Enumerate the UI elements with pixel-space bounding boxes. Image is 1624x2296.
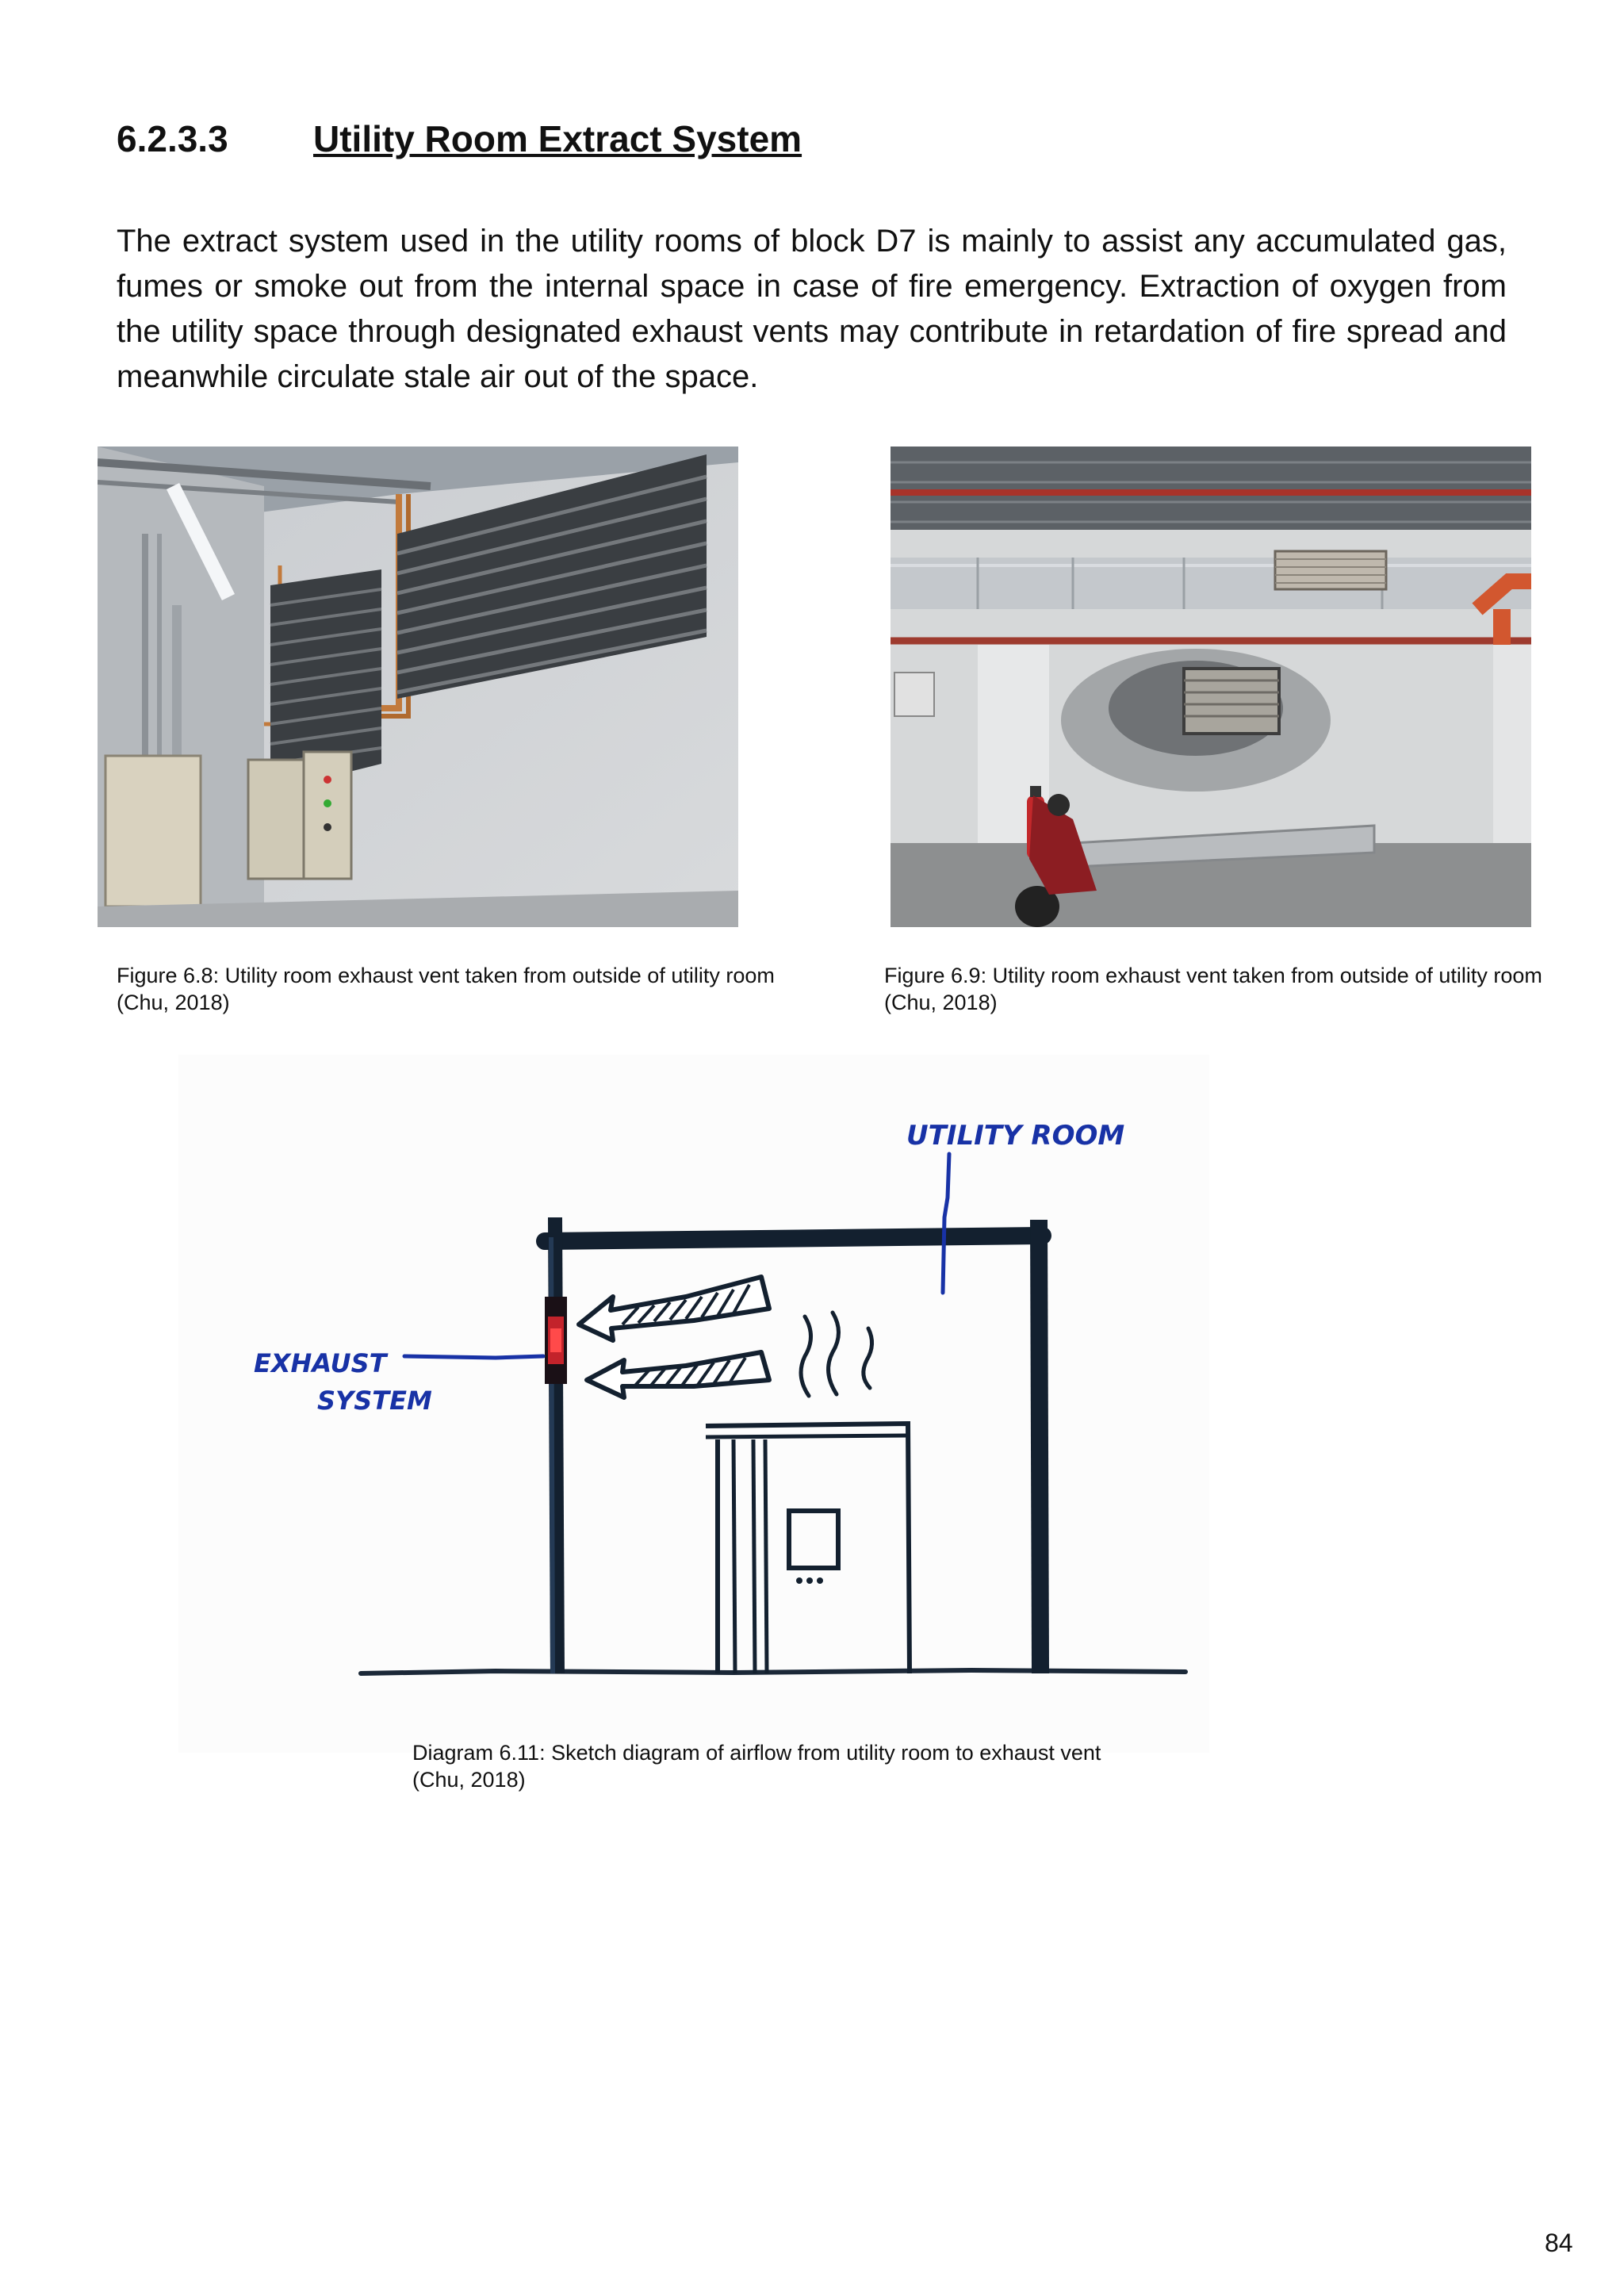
figure-6-9-photo [891,447,1531,927]
figure-6-8-caption [117,962,775,1016]
figure-6-8-photo [98,447,738,927]
section-title: Utility Room Extract System [313,118,802,159]
figure-6-9-caption [884,962,1542,1016]
figure-6-9-caption-line2: (Chu, 2018) [884,991,998,1014]
body-paragraph: The extract system used in the utility rooms of block D7 is mainly to assist any accumulated gas, fumes or smoke out from the internal space in case of fire emergency. Extraction of oxygen from the utility space through designated exhaust vents may contribute in retardation of fire spread and meanwhile circulate stale air out of the space. [117,224,1507,394]
diagram-caption-line1: Diagram 6.11: Sketch diagram of airflow from utility room to exhaust vent [412,1741,1101,1765]
sketch-diagram [178,1055,1209,1753]
diagram-caption [412,1739,1101,1793]
label-exhaust-line2: SYSTEM [317,1386,432,1416]
section-number: 6.2.3.3 [117,118,228,159]
figure-6-9-caption-line1: Figure 6.9: Utility room exhaust vent taken from outside of utility room [884,964,1542,987]
figure-6-8-caption-line1: Figure 6.8: Utility room exhaust vent taken from outside of utility room [117,964,775,987]
label-utility-room: UTILITY ROOM [906,1120,1125,1152]
figure-6-8-caption-line2: (Chu, 2018) [117,991,230,1014]
label-exhaust-line1: EXHAUST [254,1348,387,1378]
diagram-caption-line2: (Chu, 2018) [412,1768,526,1792]
page-number: 84 [1545,2229,1573,2257]
